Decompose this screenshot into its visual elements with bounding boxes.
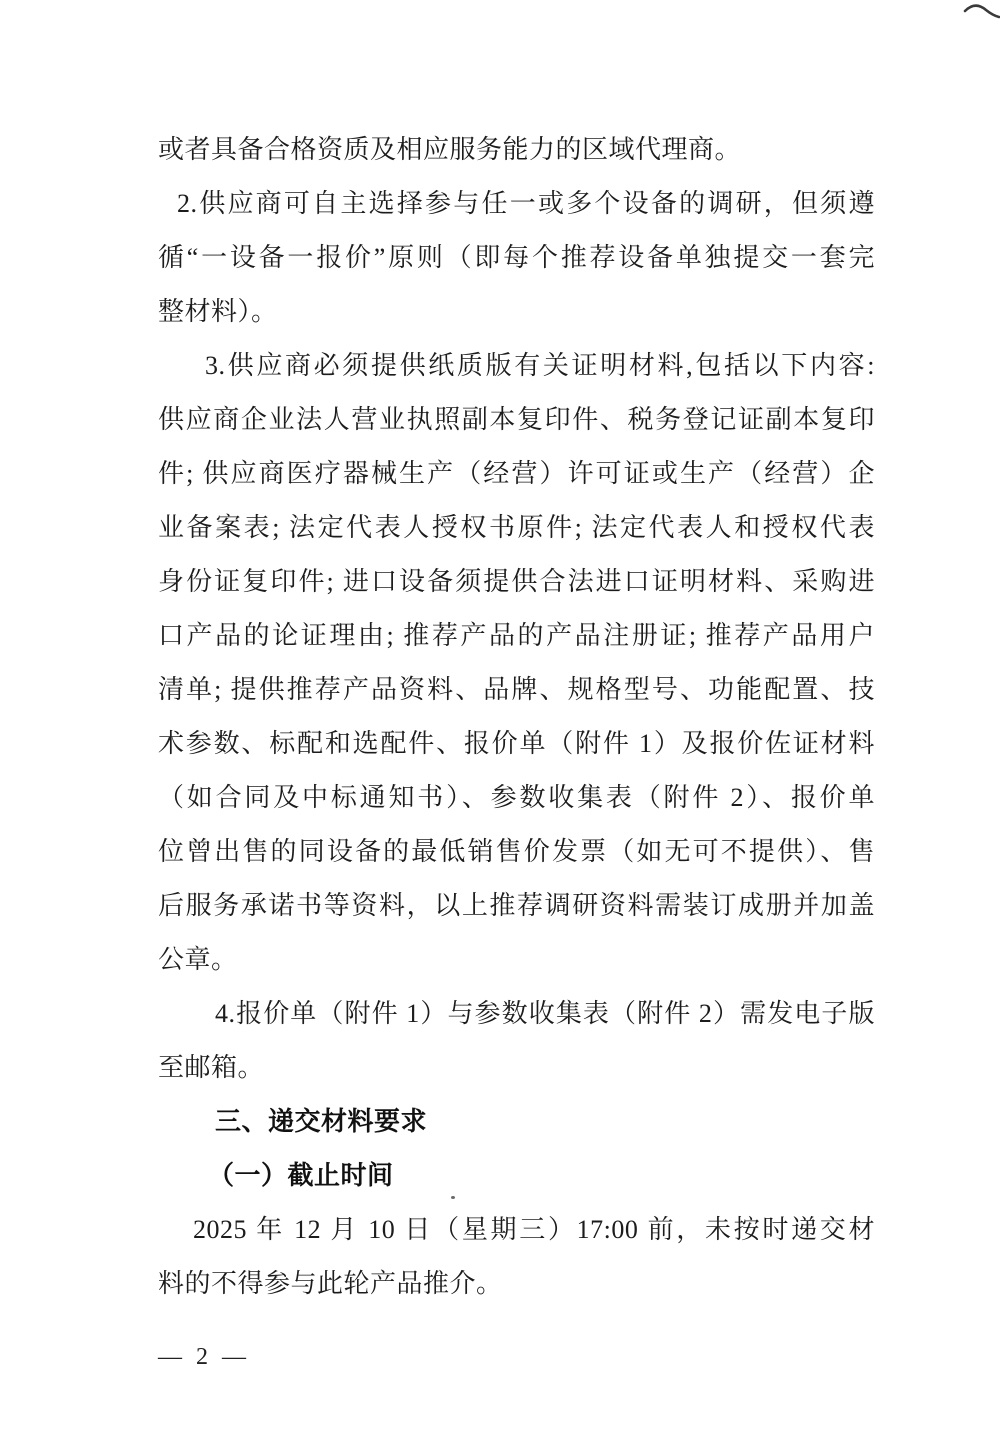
paragraph-line: 整材料）。 (158, 297, 278, 326)
subsection-heading: （一）截止时间 (208, 1161, 394, 1190)
paragraph-line: 身份证复印件; 进口设备须提供合法进口证明材料、采购进 (158, 567, 875, 596)
paragraph-line: 件; 供应商医疗器械生产（经营）许可证或生产（经营）企 (158, 459, 875, 488)
paragraph-line: 供应商企业法人营业执照副本复印件、税务登记证副本复印 (158, 405, 875, 434)
paragraph-line: 术参数、标配和选配件、报价单（附件 1）及报价佐证材料 (158, 729, 875, 758)
pen-stroke-icon (962, 2, 1000, 26)
paragraph-line: 后服务承诺书等资料，以上推荐调研资料需装订成册并加盖 (158, 891, 875, 920)
paragraph-line: （如合同及中标通知书）、参数收集表（附件 2）、报价单 (158, 783, 875, 812)
page-number: — 2 — (158, 1344, 250, 1370)
paragraph-line: 或者具备合格资质及相应服务能力的区域代理商。 (158, 135, 742, 164)
paragraph-line: 2.供应商可自主选择参与任一或多个设备的调研，但须遵 (177, 189, 875, 218)
paragraph-line: 3.供应商必须提供纸质版有关证明材料,包括以下内容: (205, 351, 875, 380)
paragraph-line: 业备案表; 法定代表人授权书原件; 法定代表人和授权代表 (158, 513, 875, 542)
document-body (158, 123, 875, 1311)
paragraph-line: 清单; 提供推荐产品资料、品牌、规格型号、功能配置、技 (158, 675, 875, 704)
paragraph-line: 2025 年 12 月 10 日（星期三）17:00 前，未按时递交材 (193, 1215, 875, 1244)
paragraph-line: 公章。 (158, 945, 238, 974)
paragraph-line: 循“一设备一报价”原则（即每个推荐设备单独提交一套完 (158, 243, 875, 272)
paragraph-line: 料的不得参与此轮产品推介。 (158, 1269, 503, 1298)
section-heading: 三、递交材料要求 (215, 1107, 428, 1136)
paragraph-line: 口产品的论证理由; 推荐产品的产品注册证; 推荐产品用户 (158, 621, 875, 650)
paragraph-line: 位曾出售的同设备的最低销售价发票（如无可不提供）、售 (158, 837, 875, 866)
paragraph-line: 4.报价单（附件 1）与参数收集表（附件 2）需发电子版 (215, 999, 875, 1028)
paragraph-line: 至邮箱。 (158, 1053, 265, 1082)
